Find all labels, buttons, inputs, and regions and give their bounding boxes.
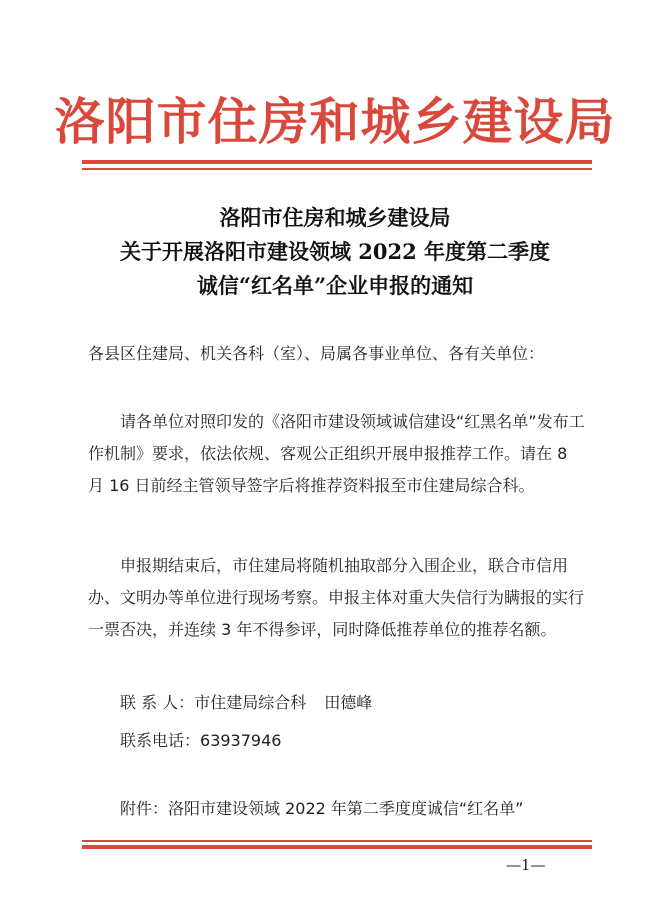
contact-person-name: 田德峰 — [324, 693, 373, 712]
contact-person — [120, 690, 372, 713]
contact-person-label: 联 系 人： — [120, 693, 195, 712]
footer-rule-thick — [82, 845, 592, 849]
contact-person-value: 市住建局综合科 — [194, 693, 307, 712]
title-line-2: 关于开展洛阳市建设领域 2022 年度第二季度 — [119, 239, 551, 264]
title-line-1: 洛阳市住房和城乡建设局 — [219, 205, 451, 230]
paragraph-1: 请各单位对照印发的《洛阳市建设领域诚信建设“红黑名单”发布工作机制》要求，依法依规、客观公正组织开展申报推荐工作。请在 8 月 16 日前经主管领导签字后将推荐资料报至市住建局综合科。 — [88, 412, 585, 495]
salutation: 各县区住建局、机关各科（室）、局属各事业单位、各有关单位： — [88, 344, 545, 363]
contact-phone-value: 63937946 — [200, 731, 282, 750]
title-line-3: 诚信“红名单”企业申报的通知 — [196, 273, 474, 298]
header-rule-thin — [82, 168, 592, 170]
page-number: —1— — [506, 856, 546, 874]
agency-header: 洛阳市住房和城乡建设局 — [54, 92, 616, 151]
footer-rule-thin — [82, 840, 592, 842]
contact-phone — [120, 728, 281, 751]
attachment-line: 附件：洛阳市建设领域 2022 年第二季度度诚信“红名单” — [120, 799, 524, 818]
header-rule-thick — [82, 160, 592, 164]
paragraph-2: 申报期结束后，市住建局将随机抽取部分入围企业，联合市信用办、文明办等单位进行现场考察。申报主体对重大失信行为瞒报的实行一票否决，并连续 3 年不得参评，同时降低推荐单位的推荐名额。 — [88, 556, 585, 639]
contact-phone-label: 联系电话： — [120, 731, 201, 750]
